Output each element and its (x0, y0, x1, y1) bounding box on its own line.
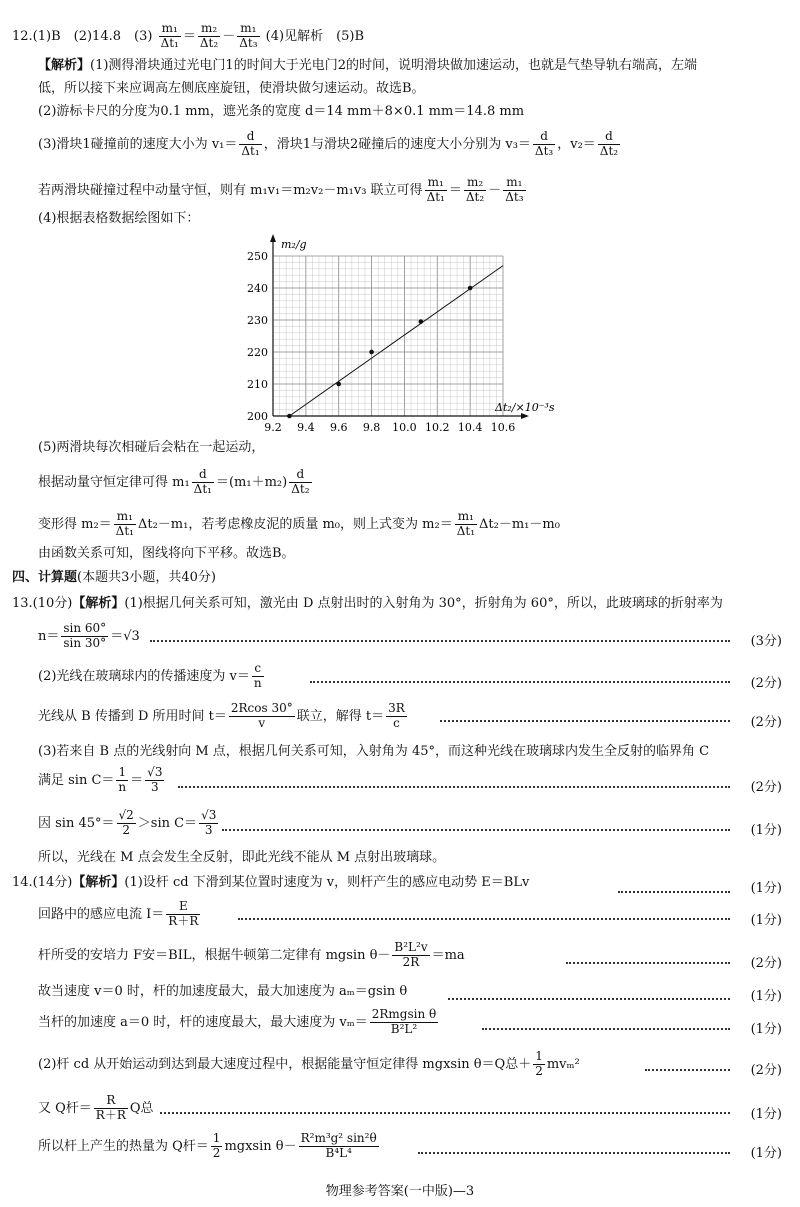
score: (2分) (750, 956, 782, 971)
y-axis-label: m₂/g (281, 238, 307, 251)
x-tick-label: 10.6 (490, 421, 516, 434)
score: (1分) (750, 913, 782, 928)
q12-p3d: 若两滑块碰撞过程中动量守恒，则有 m₁v₁＝m₂v₂－m₁v₃ 联立可得 $\frac{\text{m₁}}{\text{Δt₁}}$ ＝ $\frac{\text{m₂}}{\text{Δt₂}}$ － $\frac{\text{m₁}}{\text{Δt₃}}$ (38, 175, 524, 204)
page-footer: 物理参考答案(一中版)—3 (325, 1184, 475, 1199)
score: (2分) (750, 676, 782, 691)
q14-l1: 14.(14分)【解析】(1)设杆 cd 下滑到某位置时速度为 v，则杆产生的感应电动势 E＝BLv (12, 875, 530, 890)
x-tick-label: 9.8 (362, 421, 381, 434)
x-tick-label: 10.0 (392, 421, 417, 434)
x-tick-label: 9.2 (264, 421, 282, 434)
q13-l3: (2)光线在玻璃球内的传播速度为 v＝ $\frac{c}{n}$ (38, 661, 262, 690)
q14-l2: 回路中的感应电流 I＝ $\frac{E}{R+R}$ (38, 899, 199, 928)
q13-l2: n＝ $\frac{\sin 60^\circ}{\sin 30^\circ}$ ＝√3 (38, 621, 140, 650)
score: (1分) (750, 989, 782, 1004)
score: (1分) (750, 1107, 782, 1122)
score: (1分) (750, 1146, 782, 1161)
q12-p5d: 变形得 m₂＝ $\frac{\text{m₁}}{\text{Δt₁}}$ Δt₂－m₁，若考虑橡皮泥的质量 m₀，则上式变为 m₂＝ $\frac{\text{m₁}}{\text{Δt₁}}$ Δt₂－m₁－m₀ (38, 509, 560, 538)
m2-vs-dt2-chart (240, 228, 560, 443)
score: (2分) (750, 780, 782, 795)
y-tick-label: 240 (247, 282, 268, 295)
q13-l4: 光线从 B 传播到 D 所用时间 t＝ $\frac{2Rcos 30^\circ}{v}$ 联立，解得 t＝ $\frac{3R}{c}$ (38, 701, 405, 730)
q13-l6: 满足 sin C＝ $\frac{1}{n}$ ＝ $\frac{√3}{3}$ (38, 765, 163, 794)
q12-p5g: 由函数关系可知，图线将向下平移。故选B。 (38, 546, 295, 561)
q14-l8: 所以杆上产生的热量为 Q杆＝ $\frac{1}{2}$ mgxsin θ－ $\frac{\text{R²m³g² sin²θ}}{\text{B⁴L⁴}}$ (38, 1131, 377, 1160)
q14-l4: 故当速度 v＝0 时，杆的加速度最大，最大加速度为 aₘ＝gsin θ (38, 984, 408, 999)
y-axis-arrow (270, 234, 276, 242)
q12-p1b: 低，所以接下来应调高左侧底座旋钮，使滑块做匀速运动。故选B。 (38, 81, 425, 96)
q14-l6: (2)杆 cd 从开始运动到达到最大速度过程中，根据能量守恒定律得 mgxsin θ＝Q总＋ $\frac{1}{2}$ mvₘ² (38, 1049, 580, 1078)
y-tick-label: 250 (247, 250, 268, 263)
score: (2分) (750, 1063, 782, 1078)
section-title: 四、计算题(本题共3小题，共40分) (12, 570, 216, 585)
score: (1分) (750, 823, 782, 838)
q12-p4: (4)根据表格数据绘图如下： (38, 211, 200, 226)
q14-l7: 又 Q杆＝ $\frac{R}{R+R}$ Q总 (38, 1093, 154, 1122)
q14-l3: 杆所受的安培力 F安＝BIL，根据牛顿第二定律有 mgsin θ－ $\frac{\text{B²L²v}}{2R}$ ＝ma (38, 940, 465, 969)
x-tick-label: 10.2 (425, 421, 450, 434)
q13-l1: 13.(10分)【解析】(1)根据几何关系可知，激光由 D 点射出时的入射角为 30°，折射角为 60°，所以，此玻璃球的折射率为 (12, 596, 723, 611)
q13-l8: 所以，光线在 M 点会发生全反射，即此光线不能从 M 点射出玻璃球。 (38, 850, 446, 865)
q12-p5: (5)两滑块每次相碰后会粘在一起运动， (38, 440, 265, 455)
score: (1分) (750, 881, 782, 896)
y-tick-label: 230 (247, 314, 268, 327)
data-point (369, 350, 374, 355)
data-point (287, 414, 292, 419)
data-point (468, 286, 473, 291)
q13-l5: (3)若来自 B 点的光线射向 M 点，根据几何关系可知，入射角为 45°，而这种光线在玻璃球内发生全反射的临界角 C (38, 744, 710, 759)
q12-answer-line: 12.(1)B (2)14.8 (3) $\frac{\text{m₁}}{\text{Δt₁}}$ ＝ $\frac{\text{m₂}}{\text{Δt₂}}$ － $\frac{\text{m₁}}{\text{Δt₃}}$ (4)见解析 (5)B (12, 21, 365, 50)
q12-p2: (2)游标卡尺的分度为0.1 mm，遮光条的宽度 d＝14 mm＋8×0.1 mm＝14.8 mm (38, 104, 525, 119)
score: (3分) (750, 634, 782, 649)
q14-l5: 当杆的加速度 a＝0 时，杆的速度最大，最大速度为 vₘ＝ $\frac{\text{2Rmgsin θ}}{\text{B²L²}}$ (38, 1007, 437, 1036)
q13-l7: 因 sin 45°＝ $\frac{√2}{2}$ ＞sin C＝ $\frac{√3}{3}$ (38, 808, 217, 837)
x-tick-label: 10.4 (457, 421, 483, 434)
y-tick-label: 220 (247, 346, 268, 359)
x-axis-label: Δt₂/×10⁻³s (495, 401, 555, 414)
data-point (419, 319, 424, 324)
q12-p1: 【解析】(1)测得滑块通过光电门1的时间大于光电门2的时间，说明滑块做加速运动，也就是气垫导轨右端高，左端 (38, 58, 697, 73)
score: (2分) (750, 715, 782, 730)
y-tick-label: 200 (247, 410, 268, 423)
x-tick-label: 9.4 (297, 421, 315, 434)
q12-p3: (3)滑块1碰撞前的速度大小为 v₁＝ $\frac{d}{\text{Δt₁}}$ ，滑块1与滑块2碰撞后的速度大小分别为 v₃＝ $\frac{d}{\text{Δt₃}}$ ，v₂＝ $\frac{d}{\text{Δt₂}}$ (38, 129, 619, 158)
data-point (336, 382, 341, 387)
score: (1分) (750, 1022, 782, 1037)
x-tick-label: 9.6 (329, 421, 348, 434)
y-tick-label: 210 (247, 378, 268, 391)
q12-p5b: 根据动量守恒定律可得 m₁ $\frac{d}{\text{Δt₁}}$ ＝(m₁＋m₂) $\frac{d}{\text{Δt₂}}$ (38, 467, 310, 496)
